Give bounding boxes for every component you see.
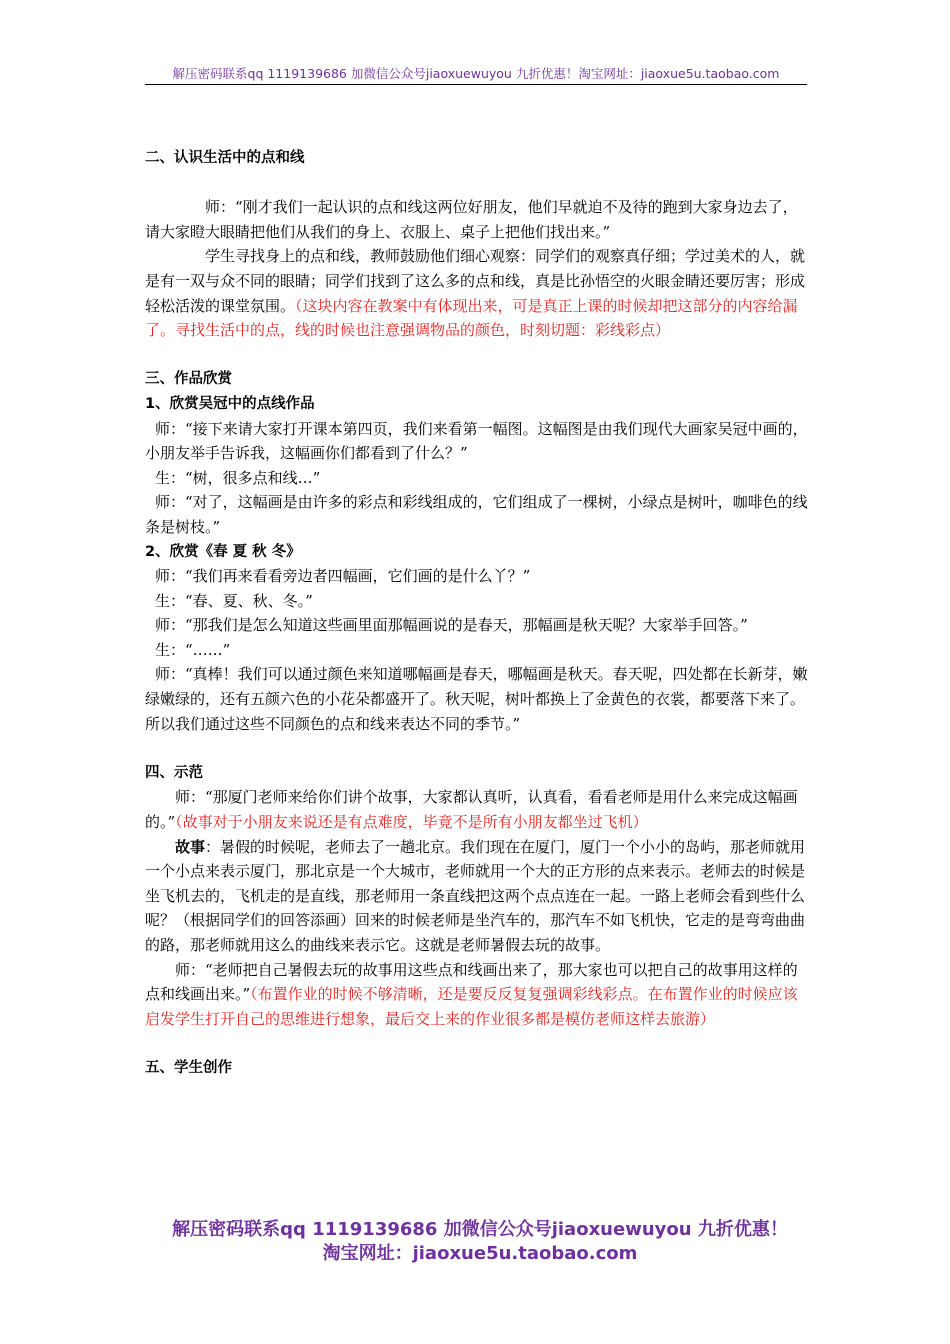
document-body <box>145 146 809 1081</box>
section-2-paragraph-2 <box>145 244 809 342</box>
dialogue-line: 师：“接下来请大家打开课本第四页，我们来看第一幅图。这幅图是由我们现代大画家吴冠中画的，小朋友举手告诉我，这幅画你们都看到了什么？” <box>145 419 808 463</box>
dialogue-line: 师：“那我们是怎么知道这些画里面那幅画说的是春天，那幅画是秋天呢？大家举手回答。” <box>155 616 748 635</box>
dialogue-line: 生：“春、夏、秋、冬。” <box>155 591 313 610</box>
header-divider <box>145 84 807 85</box>
section-3-subtitle-2: 2、欣赏《春 夏 秋 冬》 <box>145 543 301 560</box>
teacher-note: （这块内容在教案中有体现出来，可是真正上课的时候却把这部分的内容给漏了。寻找生活中的点，线的时候也注意强调物品的颜色，时刻切题：彩线彩点） <box>145 296 798 340</box>
section-4-paragraph-1 <box>145 785 809 834</box>
dialogue-line: 师：“对了，这幅画是由许多的彩点和彩线组成的，它们组成了一棵树，小绿点是树叶，咖啡色的线条是树枝。” <box>145 493 808 536</box>
story-label: 故事 <box>175 837 206 856</box>
dialogue-line: 师：“真棒！我们可以通过颜色来知道哪幅画是春天，哪幅画是秋天。春天呢，四处都在长新芽，嫩绿嫩绿的，还有五颜六色的小花朵都盛开了。秋天呢，树叶都换上了金黄色的衣裳，都要落下来了。所以我们通过这些不同颜色的点和线来表达不同的季节。” <box>145 665 808 733</box>
section-2-paragraph-1: 师：“刚才我们一起认识的点和线这两位好朋友，他们早就迫不及待的跑到大家身边去了，请大家瞪大眼睛把他们从我们的身上、衣服上、桌子上把他们找出来。” <box>145 198 798 241</box>
paragraph-text: 师：“老师把自己暑假去玩的故事用这些点和线画出来了，那大家也可以把自己的故事用这样的点和线画出来。” <box>145 960 798 1004</box>
teacher-note: （故事对于小朋友来说还是有点难度，毕竟不是所有小朋友都坐过飞机） <box>175 813 648 832</box>
section-3-subtitle-1: 1、欣赏吴冠中的点线作品 <box>145 395 315 412</box>
story-text: ：暑假的时候呢，老师去了一趟北京。我们现在在厦门，厦门一个小小的岛屿，那老师就用一个小点来表示厦门，那北京是一个大城市，老师就用一个大的正方形的点来表示。老师去的时候是坐飞机去的，飞机走的是直线，那老师用一条直线把这两个点点连在一起。一路上老师会看到些什么呢？（根据同学们的回答添画）回来的时候老师是坐汽车的，那汽车不如飞机快，它走的是弯弯曲曲的路，那老师就用这么的曲线来表示它。这就是老师暑假去玩的故事。 <box>145 837 806 954</box>
page-footer <box>130 1218 830 1266</box>
page-header: 解压密码联系qq 1119139686 加微信公众号jiaoxuewuyou 九折优惠！淘宝网址：jiaoxue5u.taobao.com <box>172 66 780 81</box>
section-4-paragraph-3 <box>145 958 809 1032</box>
paragraph-text: 师：“那厦门老师来给你们讲个故事，大家都认真听，认真看，看看老师是用什么来完成这幅画的。” <box>145 788 798 832</box>
dialogue-line: 生：“……” <box>155 640 231 659</box>
paragraph-text: 学生寻找身上的点和线，教师鼓励他们细心观察：同学们的观察真仔细；学过美术的人，就是有一双与众不同的眼睛；同学们找到了这么多的点和线，真是比孙悟空的火眼金睛还要厉害；形成轻松活泼的课堂氛围。 <box>145 247 806 315</box>
dialogue-line: 生：“树，很多点和线…” <box>155 468 321 487</box>
section-5-title: 五、学生创作 <box>145 1059 232 1076</box>
section-3-title: 三、作品欣赏 <box>145 371 232 388</box>
dialogue-line: 师：“我们再来看看旁边者四幅画，它们画的是什么丫？” <box>155 567 531 586</box>
teacher-note: （布置作业的时候不够清晰，还是要反反复复强调彩线彩点。在布置作业的时候应该启发学生打开自己的思维进行想象，最后交上来的作业很多都是模仿老师这样去旅游） <box>145 985 798 1028</box>
footer-line-1: 解压密码联系qq 1119139686 加微信公众号jiaoxuewuyou 九折优惠！ <box>172 1219 788 1240</box>
footer-line-2: 淘宝网址：jiaoxue5u.taobao.com <box>322 1243 638 1264</box>
section-2-title: 二、认识生活中的点和线 <box>145 150 305 166</box>
story-paragraph <box>145 835 809 958</box>
section-4-title: 四、示范 <box>145 764 203 781</box>
